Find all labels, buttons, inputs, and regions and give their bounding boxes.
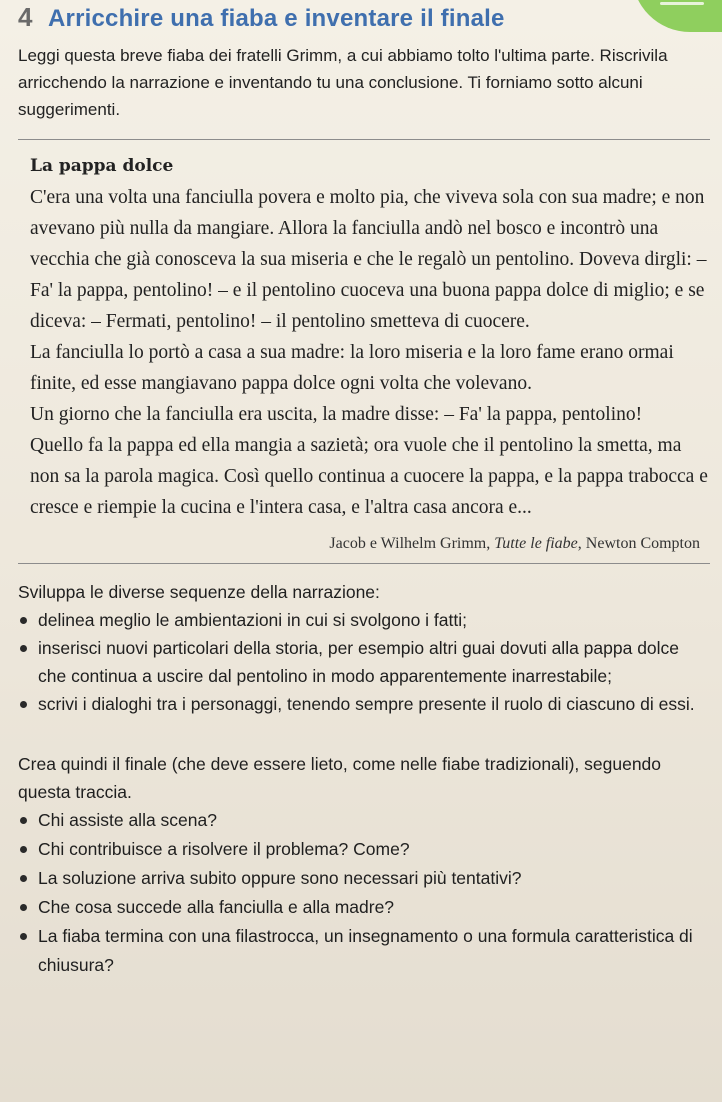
list-item: scrivi i dialoghi tra i personaggi, tenendo sempre presente il ruolo di ciascuno di essi.: [38, 690, 710, 718]
exercise-title: Arricchire una fiaba e inventare il finale: [48, 5, 505, 32]
bullet-icon: [20, 645, 27, 652]
tale-title: La pappa dolce: [30, 156, 174, 176]
source-authors: Jacob e Wilhelm Grimm,: [329, 535, 495, 552]
exercise-intro: Leggi questa breve fiaba dei fratelli Grimm, a cui abbiamo tolto l'ultima parte. Riscrivila arricchendo la narrazione e inventando tu una conclusione. Ti forniamo sotto alcuni suggerimenti.: [18, 46, 668, 119]
bullet-icon: [20, 846, 27, 853]
tale-box: [18, 139, 710, 564]
source-book: Tutte le fiabe: [494, 535, 578, 552]
bullet-icon: [20, 617, 27, 624]
list-item: La fiaba termina con una filastrocca, un insegnamento o una formula caratteristica di chiusura?: [38, 922, 710, 980]
exercise-heading: [18, 2, 710, 36]
list-item: Chi assiste alla scena?: [38, 806, 710, 835]
list-item: Che cosa succede alla fanciulla e alla madre?: [38, 893, 710, 922]
bullet-icon: [20, 701, 27, 708]
exercise-number: 4: [18, 2, 33, 32]
list-item: inserisci nuovi particolari della storia, per esempio altri guai dovuti alla pappa dolce che continua a uscire dal pentolino in modo apparentemente inarrestabile;: [38, 634, 710, 690]
tale-paragraph: Quello fa la pappa ed ella mangia a sazietà; ora vuole che il pentolino la smetta, ma non sa la parola magica. Così quello continua a cuocere la pappa, e la pappa trabocca e cresce e riempie la cucina e l'intera casa, e l'altra casa ancora e...: [30, 435, 708, 518]
ending-intro: Crea quindi il finale (che deve essere lieto, come nelle fiabe tradizionali), seguendo questa traccia.: [18, 754, 662, 802]
development-list: [18, 606, 710, 718]
development-intro: Sviluppa le diverse sequenze della narrazione:: [18, 582, 380, 602]
list-item: La soluzione arriva subito oppure sono necessari più tentativi?: [38, 864, 710, 893]
tale-paragraph: C'era una volta una fanciulla povera e molto pia, che viveva sola con sua madre; e non avevano più nulla da mangiare. Allora la fanciulla andò nel bosco e incontrò una vecchia che già conosceva la sua miseria e che le regalò un pentolino. Doveva dirgli: – Fa' la pappa, pentolino! – e il pentolino cuoceva una buona pappa dolce di miglio; e se diceva: – Fermati, pentolino! – il pentolino smetteva di cuocere.: [30, 187, 707, 332]
list-item: Chi contribuisce a risolvere il problema? Come?: [38, 835, 710, 864]
tale-paragraph: Un giorno che la fanciulla era uscita, la madre disse: – Fa' la pappa, pentolino!: [30, 404, 643, 425]
list-item: delinea meglio le ambientazioni in cui si svolgono i fatti;: [38, 606, 710, 634]
source-publisher: , Newton Compton: [577, 535, 700, 552]
bullet-icon: [20, 904, 27, 911]
tale-paragraph: La fanciulla lo portò a casa a sua madre: la loro miseria e la loro fame erano ormai finite, ed esse mangiavano pappa dolce ogni volta che volevano.: [30, 342, 674, 394]
tale-source: [30, 535, 710, 553]
bullet-icon: [20, 817, 27, 824]
ending-list: [18, 806, 710, 980]
bullet-icon: [20, 933, 27, 940]
bullet-icon: [20, 875, 27, 882]
